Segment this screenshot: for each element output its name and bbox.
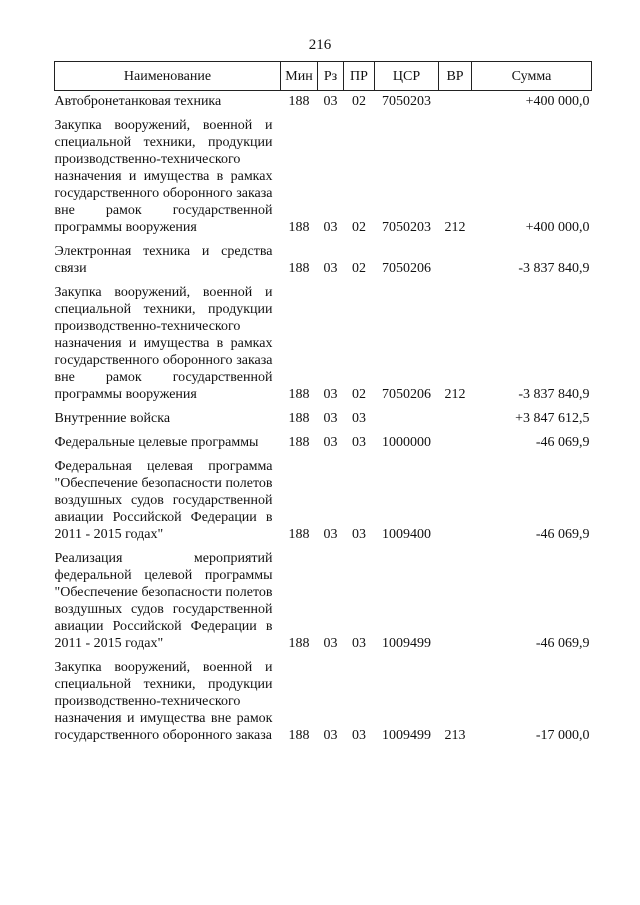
header-vr: ВР xyxy=(439,62,472,91)
row-csr: 7050206 xyxy=(382,261,431,276)
row-rz: 03 xyxy=(323,435,338,450)
row-sum: -3 837 840,9 xyxy=(518,387,590,402)
row-rz: 03 xyxy=(323,527,338,542)
row-min: 188 xyxy=(288,728,310,743)
row-min: 188 xyxy=(288,387,310,402)
table-header xyxy=(55,62,592,91)
row-min: 188 xyxy=(288,636,310,651)
row-rz: 03 xyxy=(323,728,338,743)
row-min: 188 xyxy=(288,435,310,450)
row-name: Закупка вооружений, военной и специальной техники, продукции производственно-технического назначения и имущества в рамках государственного оборонного заказа вне рамок государственной программы вооружения xyxy=(54,285,273,402)
row-pr: 03 xyxy=(352,636,366,651)
row-csr xyxy=(375,403,439,427)
row-min: 188 xyxy=(288,220,310,235)
row-pr: 02 xyxy=(352,94,366,109)
row-pr: 03 xyxy=(352,527,366,542)
row-name: Федеральные целевые программы xyxy=(54,435,259,450)
row-sum: +400 000,0 xyxy=(525,94,590,109)
row-sum: -46 069,9 xyxy=(535,435,590,450)
row-sum: -46 069,9 xyxy=(535,636,590,651)
row-pr: 03 xyxy=(352,728,366,743)
row-rz: 03 xyxy=(323,261,338,276)
table-row xyxy=(55,403,592,427)
table-row xyxy=(55,427,592,451)
row-vr: 213 xyxy=(444,728,466,743)
row-vr: 212 xyxy=(444,387,466,402)
row-sum: -46 069,9 xyxy=(535,527,590,542)
row-rz: 03 xyxy=(323,94,338,109)
header-rz: Рз xyxy=(318,62,344,91)
budget-table xyxy=(54,61,592,744)
header-sum: Сумма xyxy=(472,62,592,91)
row-min: 188 xyxy=(288,261,310,276)
row-min: 188 xyxy=(288,527,310,542)
row-name: Закупка вооружений, военной и специальной техники, продукции производственно-технического назначения и имущества в рамках государственного оборонного заказа вне рамок государственной программы вооружения xyxy=(54,118,273,235)
row-vr xyxy=(439,91,472,111)
table-row xyxy=(55,652,592,744)
table-row xyxy=(55,91,592,111)
row-sum: -17 000,0 xyxy=(535,728,590,743)
header-min: Мин xyxy=(281,62,318,91)
row-csr: 1009499 xyxy=(382,636,431,651)
row-csr: 1000000 xyxy=(382,435,431,450)
row-csr: 7050206 xyxy=(382,387,431,402)
header-name: Наименование xyxy=(55,62,281,91)
row-vr xyxy=(439,236,472,277)
row-name: Электронная техника и средства связи xyxy=(54,244,273,276)
row-name: Автобронетанковая техника xyxy=(54,94,222,109)
row-min: 188 xyxy=(288,94,310,109)
row-pr: 03 xyxy=(352,411,366,426)
row-rz: 03 xyxy=(323,220,338,235)
header-csr: ЦСР xyxy=(375,62,439,91)
row-name: Реализация мероприятий федеральной целевой программы "Обеспечение безопасности полетов воздушных судов государственной авиации Российской Федерации в 2011 - 2015 годах" xyxy=(54,551,273,651)
row-csr: 7050203 xyxy=(382,220,431,235)
row-name: Федеральная целевая программа "Обеспечение безопасности полетов воздушных судов государственной авиации Российской Федерации в 2011 - 2015 годах" xyxy=(54,459,273,542)
row-min: 188 xyxy=(288,411,310,426)
row-name: Внутренние войска xyxy=(54,411,171,426)
row-vr xyxy=(439,543,472,652)
row-sum: -3 837 840,9 xyxy=(518,261,590,276)
row-name: Закупка вооружений, военной и специальной техники, продукции производственно-технического назначения и имущества вне рамок государственного оборонного заказа xyxy=(54,660,273,743)
row-csr: 7050203 xyxy=(382,94,431,109)
row-vr xyxy=(439,451,472,543)
row-rz: 03 xyxy=(323,387,338,402)
page-number: 216 xyxy=(308,37,332,53)
row-vr xyxy=(439,403,472,427)
row-pr: 02 xyxy=(352,387,366,402)
table-row xyxy=(55,110,592,236)
row-sum: +400 000,0 xyxy=(525,220,590,235)
row-pr: 02 xyxy=(352,261,366,276)
row-pr: 02 xyxy=(352,220,366,235)
row-vr xyxy=(439,427,472,451)
row-csr: 1009499 xyxy=(382,728,431,743)
table-row xyxy=(55,543,592,652)
table-row xyxy=(55,236,592,277)
row-csr: 1009400 xyxy=(382,527,431,542)
row-rz: 03 xyxy=(323,411,338,426)
header-pr: ПР xyxy=(344,62,375,91)
row-vr: 212 xyxy=(444,220,466,235)
table-row xyxy=(55,277,592,403)
row-pr: 03 xyxy=(352,435,366,450)
row-sum: +3 847 612,5 xyxy=(515,411,590,426)
row-rz: 03 xyxy=(323,636,338,651)
table-row xyxy=(55,451,592,543)
